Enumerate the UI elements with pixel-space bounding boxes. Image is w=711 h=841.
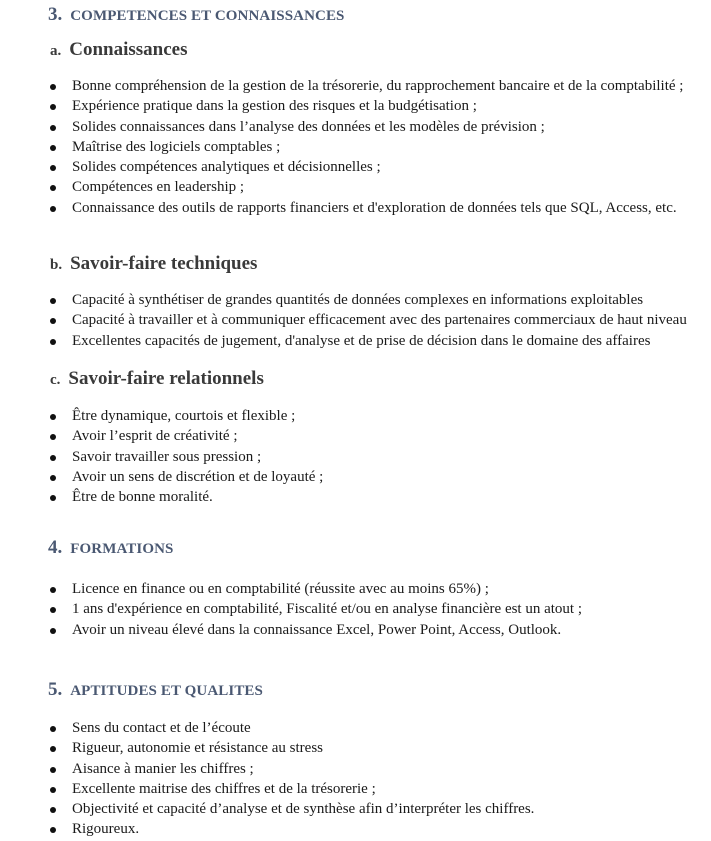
list-item: Excellentes capacités de jugement, d'analyse et de prise de décision dans le domaine des affaires [0,331,711,351]
list-item: Avoir un sens de discrétion et de loyauté ; [0,467,711,487]
section-5-heading [48,678,263,701]
section-3-heading [48,3,345,26]
subsection-title: Savoir-faire relationnels [68,368,264,389]
list-item: Maîtrise des logiciels comptables ; [0,137,711,157]
list-item: Objectivité et capacité d’analyse et de synthèse afin d’interpréter les chiffres. [0,799,711,819]
list-item: Expérience pratique dans la gestion des risques et la budgétisation ; [0,96,711,116]
section-4-heading [48,536,173,559]
list-item: Connaissance des outils de rapports financiers et d'exploration de données tels que SQL, Access, etc. [0,198,711,218]
list-item: Solides connaissances dans l’analyse des données et les modèles de prévision ; [0,117,711,137]
section-title: COMPETENCES ET CONNAISSANCES [70,8,345,24]
list-item: Rigueur, autonomie et résistance au stress [0,738,711,758]
section-title: APTITUDES ET QUALITES [70,683,263,699]
subsection-letter: c. [50,372,61,388]
subsection-title: Savoir-faire techniques [70,253,258,274]
subsection-title: Connaissances [69,39,188,60]
savoir-faire-techniques-list [0,290,711,351]
list-item: Sens du contact et de l’écoute [0,718,711,738]
list-item: Rigoureux. [0,819,711,839]
list-item: Licence en finance ou en comptabilité (réussite avec au moins 65%) ; [0,579,711,599]
list-item: Être de bonne moralité. [0,487,711,507]
list-item: Solides compétences analytiques et décisionnelles ; [0,157,711,177]
formations-list [0,579,711,640]
subsection-b-heading [50,253,257,276]
section-number: 4. [48,537,63,558]
list-item: Capacité à travailler et à communiquer efficacement avec des partenaires commerciaux de haut niveau [0,310,711,330]
subsection-letter: b. [50,257,63,273]
section-number: 5. [48,679,63,700]
list-item: Avoir un niveau élevé dans la connaissance Excel, Power Point, Access, Outlook. [0,620,711,640]
list-item: Être dynamique, courtois et flexible ; [0,406,711,426]
list-item: 1 ans d'expérience en comptabilité, Fiscalité et/ou en analyse financière est un atout ; [0,599,711,619]
list-item: Savoir travailler sous pression ; [0,447,711,467]
list-item: Compétences en leadership ; [0,177,711,197]
aptitudes-list [0,718,711,840]
connaissances-list [0,76,711,218]
subsection-a-heading [50,39,188,62]
section-title: FORMATIONS [70,541,174,557]
section-number: 3. [48,4,63,25]
subsection-c-heading [50,368,264,391]
list-item: Aisance à manier les chiffres ; [0,759,711,779]
list-item: Excellente maitrise des chiffres et de la trésorerie ; [0,779,711,799]
list-item: Bonne compréhension de la gestion de la trésorerie, du rapprochement bancaire et de la comptabilité ; [0,76,711,96]
list-item: Capacité à synthétiser de grandes quantités de données complexes en informations exploitables [0,290,711,310]
subsection-letter: a. [50,43,62,59]
savoir-faire-relationnels-list [0,406,711,507]
list-item: Avoir l’esprit de créativité ; [0,426,711,446]
